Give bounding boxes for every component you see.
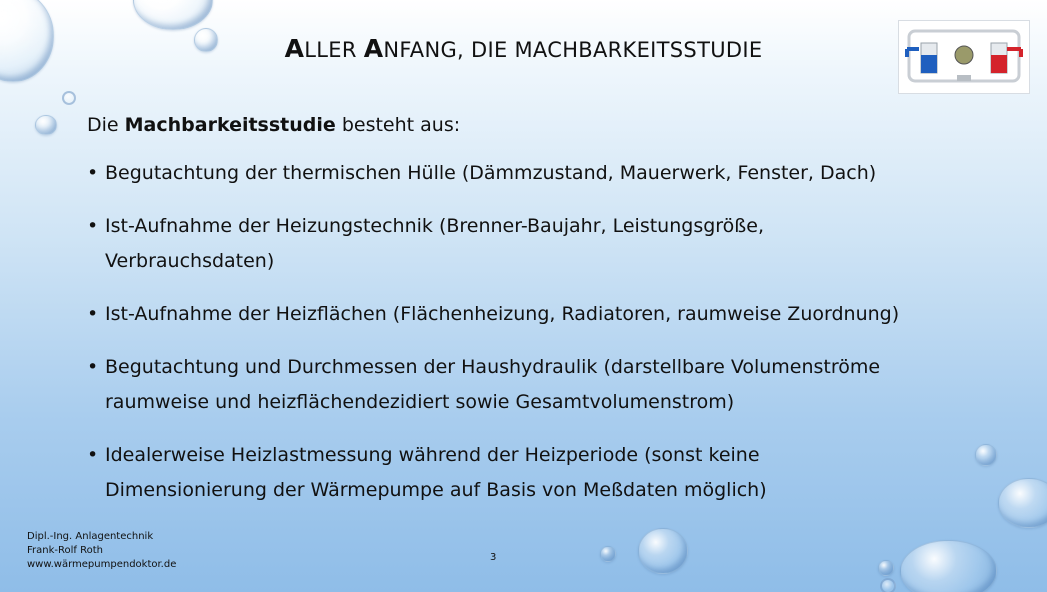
slide-body [87,114,987,526]
intro-suffix: besteht aus: [335,114,461,136]
title-text: NFANG, DIE MACHBARKEITSSTUDIE [383,38,763,62]
bubble-decoration [900,540,997,592]
title-initial: A [363,34,384,63]
intro-line [87,114,987,136]
bullet-list [87,156,987,508]
bubble-decoration [600,546,616,562]
intro-bold: Machbarkeitsstudie [124,114,336,136]
heat-pump-diagram-icon [899,21,1029,93]
title-initial: A [284,34,305,63]
page-number: 3 [490,552,497,563]
bullet-item: • Ist-Aufnahme der Heizungstechnik (Brenner-Baujahr, Leistungsgröße, Verbrauchsdaten) [87,209,815,279]
bubble-decoration [35,115,57,135]
intro-prefix: Die [87,114,125,136]
footer-line: Frank-Rolf Roth [27,545,103,556]
footer-line: Dipl.-Ing. Anlagentechnik [27,531,154,542]
bullet-item: • Begutachtung der thermischen Hülle (Dämmzustand, Mauerwerk, Fenster, Dach) [87,156,987,191]
footer-line: www.wärmepumpendoktor.de [27,559,177,570]
footer-author [27,530,176,572]
bubble-decoration [878,560,894,576]
bubble-decoration [62,91,76,105]
bubble-decoration [880,578,896,592]
bullet-item: • Ist-Aufnahme der Heizflächen (Flächenheizung, Radiatoren, raumweise Zuordnung) [87,297,987,332]
heat-pump-logo [898,20,1030,94]
bubble-decoration [998,478,1047,528]
slide-title [0,34,1047,63]
title-text: LLER [304,38,364,62]
bullet-item: • Begutachtung und Durchmessen der Haushydraulik (darstellbare Volumenströme raumweise und heizflächendezidiert sowie Gesamtvolumenstrom) [87,350,975,420]
bullet-item: • Idealerweise Heizlastmessung während der Heizperiode (sonst keine Dimensionierung der Wärmepumpe auf Basis von Meßdaten möglich) [87,438,865,508]
bubble-decoration [638,528,688,574]
bubble-decoration [133,0,213,30]
